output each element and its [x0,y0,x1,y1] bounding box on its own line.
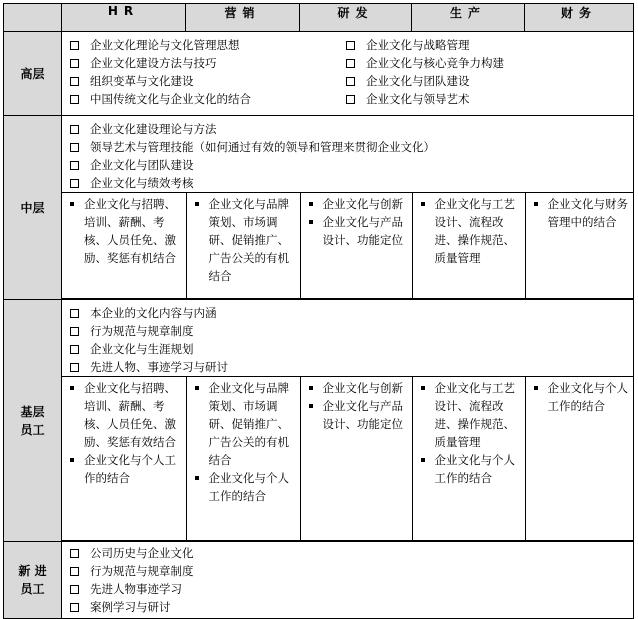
grassroots-content [62,300,634,542]
list-item: 企业文化与团队建设 [344,72,629,90]
row-label-new-employees: 新 进 员工 [4,542,62,619]
grassroots-finance-cell [525,377,634,541]
list-item: 企业文化与招聘、培训、薪酬、考核、人员任免、激励、奖惩有效结合 [68,379,182,451]
grassroots-dept-table [62,376,634,541]
list-item: 企业文化与产品设计、功能定位 [307,397,408,433]
list-item: 企业文化理论与文化管理思想 [68,36,334,54]
header-row [4,4,634,32]
middle-content [62,116,634,300]
list-item: 企业文化与工艺设计、流程改进、操作规范、质量管理 [419,195,521,267]
middle-dept-table [62,192,634,299]
training-table [3,3,634,619]
middle-finance-cell [525,193,634,299]
header-marketing: 营销 [186,4,300,32]
row-new-employees [4,542,634,619]
row-grassroots [4,300,634,542]
list-item: 企业文化与产品设计、功能定位 [307,213,408,249]
list-item: 企业文化与财务管理中的结合 [532,195,631,231]
grassroots-production-cell [412,377,525,541]
row-label-senior: 高层 [4,32,62,116]
list-item: 组织变革与文化建设 [68,72,334,90]
row-senior [4,32,634,116]
list-item: 中国传统文化与企业文化的结合 [68,90,334,108]
list-item: 企业文化与战略管理 [344,36,629,54]
list-item: 企业文化建设方法与技巧 [68,54,334,72]
list-item: 企业文化与个人工作的结合 [68,451,182,487]
row-label-middle: 中层 [4,116,62,300]
list-item: 本企业的文化内容与内涵 [68,304,629,322]
grassroots-hr-cell [62,377,186,541]
list-item: 企业文化与招聘、培训、薪酬、考核、人员任免、激励、奖惩有机结合 [68,195,182,267]
grassroots-rd-cell [300,377,412,541]
list-item: 企业文化与生涯规划 [68,340,629,358]
middle-rd-cell [300,193,412,299]
grassroots-common-list [62,300,633,376]
list-item: 企业文化与领导艺术 [344,90,629,108]
list-item: 先进人物、事迹学习与研讨 [68,358,629,376]
list-item: 领导艺术与管理技能（如何通过有效的领导和管理来贯彻企业文化） [68,138,629,156]
list-item: 企业文化建设理论与方法 [68,120,629,138]
list-item: 企业文化与品牌策划、市场调研、促销推广、广告公关的有机结合 [193,379,296,469]
header-rd: 研发 [300,4,412,32]
list-item: 企业文化与个人工作的结合 [532,379,631,415]
list-item: 企业文化与团队建设 [68,156,629,174]
middle-common-list [62,116,633,192]
list-item: 案例学习与研讨 [68,598,629,616]
list-item: 企业文化与创新 [307,379,408,397]
list-item: 企业文化与品牌策划、市场调研、促销推广、广告公关的有机结合 [193,195,296,285]
list-item: 公司历史与企业文化 [68,544,629,562]
list-item: 企业文化与工艺设计、流程改进、操作规范、质量管理 [419,379,521,451]
header-hr: HR [62,4,186,32]
senior-content [62,32,634,116]
new-employees-content [62,542,634,619]
list-item: 企业文化与个人工作的结合 [419,451,521,487]
list-item: 行为规范与规章制度 [68,562,629,580]
list-item: 企业文化与核心竞争力构建 [344,54,629,72]
header-corner [4,4,62,32]
middle-production-cell [412,193,525,299]
header-finance: 财务 [525,4,634,32]
list-item: 企业文化与创新 [307,195,408,213]
list-item: 企业文化与个人工作的结合 [193,469,296,505]
middle-marketing-cell [186,193,300,299]
senior-left-list [62,32,338,110]
list-item: 先进人物事迹学习 [68,580,629,598]
middle-hr-cell [62,193,186,299]
list-item: 行为规范与规章制度 [68,322,629,340]
list-item: 企业文化与绩效考核 [68,174,629,192]
senior-right-list [338,32,633,110]
header-production: 生产 [412,4,525,32]
row-label-grassroots: 基层 员工 [4,300,62,542]
row-middle [4,116,634,300]
new-employees-list [62,542,633,618]
grassroots-marketing-cell [186,377,300,541]
